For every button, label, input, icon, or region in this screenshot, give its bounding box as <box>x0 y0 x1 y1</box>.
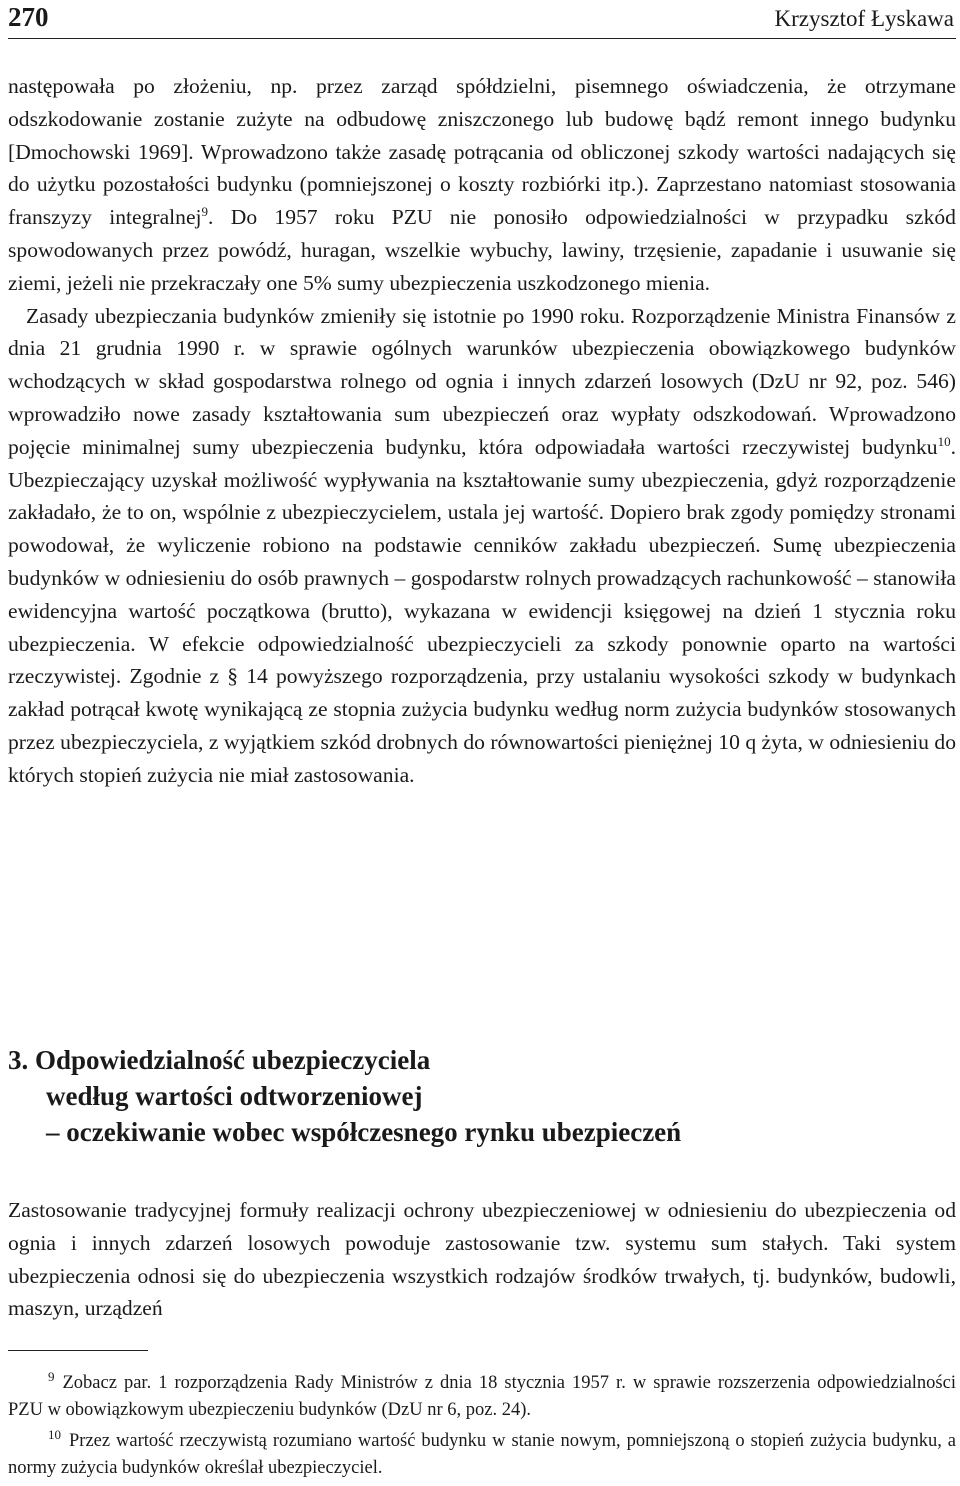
section-body <box>8 1194 956 1325</box>
footnote-text: Przez wartość rzeczywistą rozumiano wartość budynku w stanie nowym, pomniejszoną o stopień zużycia budynku, a normy zużycia budynków określał ubezpieczyciel. <box>8 1431 956 1478</box>
footnote-ref[interactable]: 9 <box>201 204 209 219</box>
paragraph-text: . Do 1957 roku PZU nie ponosiło odpowiedzialności w przypadku szkód spowodowanych przez powódź, huragan, wszelkie wybuchy, lawiny, trzęsienie, zapadanie i usuwanie się ziemi, jeżeli nie przekraczały one 5% sumy ubezpieczenia uszkodzonego mienia. <box>8 205 956 295</box>
running-author: Krzysztof Łyskawa <box>774 6 954 31</box>
footnote-divider <box>8 1350 148 1351</box>
page-number: 270 <box>8 2 49 32</box>
footnote-number: 10 <box>48 1426 61 1442</box>
paragraph-text: następowała po złożeniu, np. przez zarząd spółdzielni, pisemnego oświadczenia, że otrzymane odszkodowanie zostanie zużyte na odbudowę zniszczonego lub budowę bądź remont innego budynku [Dmochowski 1969]. Wprowadzono także zasadę potrącania od obliczonej szkody wartości nadających się do użytku pozostałości budynku (pomniejszonej o koszty rozbiórki itp.). Zaprzestano natomiast stosowania franszyzy integralnej <box>8 74 956 230</box>
running-header <box>8 4 956 39</box>
footnotes <box>8 1370 956 1486</box>
section-heading-line: – oczekiwanie wobec współczesnego rynku ubezpieczeń <box>46 1117 682 1147</box>
paragraph: Zastosowanie tradycyjnej formuły realizacji ochrony ubezpieczeniowej w odniesieniu do ubezpieczenia od ognia i innych zdarzeń losowych powoduje zastosowanie tzw. systemu sum stałych. Taki system ubezpieczenia odnosi się do ubezpieczenia wszystkich rodzajów środków trwałych, tj. budynków, budowli, maszyn, urządzeń <box>8 1198 956 1321</box>
footnote-text: Zobacz par. 1 rozporządzenia Rady Ministrów z dnia 18 stycznia 1957 r. w sprawie rozszerzenia odpowiedzialności PZU w obowiązkowym ubezpieczeniu budynków (DzU nr 6, poz. 24). <box>8 1373 956 1420</box>
paragraph <box>8 300 956 792</box>
footnote-number: 9 <box>48 1368 55 1384</box>
footnote <box>8 1428 956 1482</box>
paragraph-text: Zasady ubezpieczania budynków zmieniły się istotnie po 1990 roku. Rozporządzenie Ministra Finansów z dnia 21 grudnia 1990 r. w sprawie ogólnych warunków ubezpieczenia obowiązkowego budynków wchodzących w skład gospodarstwa rolnego od ognia i innych zdarzeń losowych (DzU nr 92, poz. 546) wprowadziło nowe zasady kształtowania sum ubezpieczeń oraz wypłaty odszkodowań. Wprowadzono pojęcie minimalnej sumy ubezpieczenia budynku, która odpowiadała wartości rzeczywistej budynku <box>8 303 956 459</box>
footnote-ref[interactable]: 10 <box>937 433 951 449</box>
paragraph <box>8 70 956 300</box>
section-heading-line: 3. Odpowiedzialność ubezpieczyciela <box>8 1045 431 1075</box>
section-heading <box>8 1042 956 1150</box>
footnote <box>8 1370 956 1424</box>
section-heading-line: według wartości odtworzeniowej <box>46 1081 423 1111</box>
body-text <box>8 70 956 792</box>
paragraph-text: . Ubezpieczający uzyskał możliwość wypływania na kształtowanie sumy ubezpieczenia, gdyż rozporządzenie zakładało, że to on, wspólnie z ubezpieczycielem, ustala jej wartość. Dopiero brak zgody pomiędzy stronami powodował, że wyliczenie robiono na podstawie cenników zakładu ubezpieczeń. Sumę ubezpieczenia budynków w odniesieniu do osób prawnych – gospodarstw rolnych prowadzących rachunkowość – stanowiła ewidencyjna wartość początkowa (brutto), wykazana w ewidencji księgowej na dzień 1 stycznia roku ubezpieczenia. W efekcie odpowiedzialność ubezpieczycieli za szkody ponownie oparto na wartości rzeczywistej. Zgodnie z § 14 powyższego rozporządzenia, przy ustalaniu wysokości szkody w budynkach zakład potrącał kwotę wynikającą ze stopnia zużycia budynku według norm zużycia budynków stosowanych przez ubezpieczyciela, z wyjątkiem szkód drobnych do równowartości pieniężnej 10 q żyta, w odniesieniu do których stopień zużycia nie miał zastosowania. <box>8 434 956 787</box>
